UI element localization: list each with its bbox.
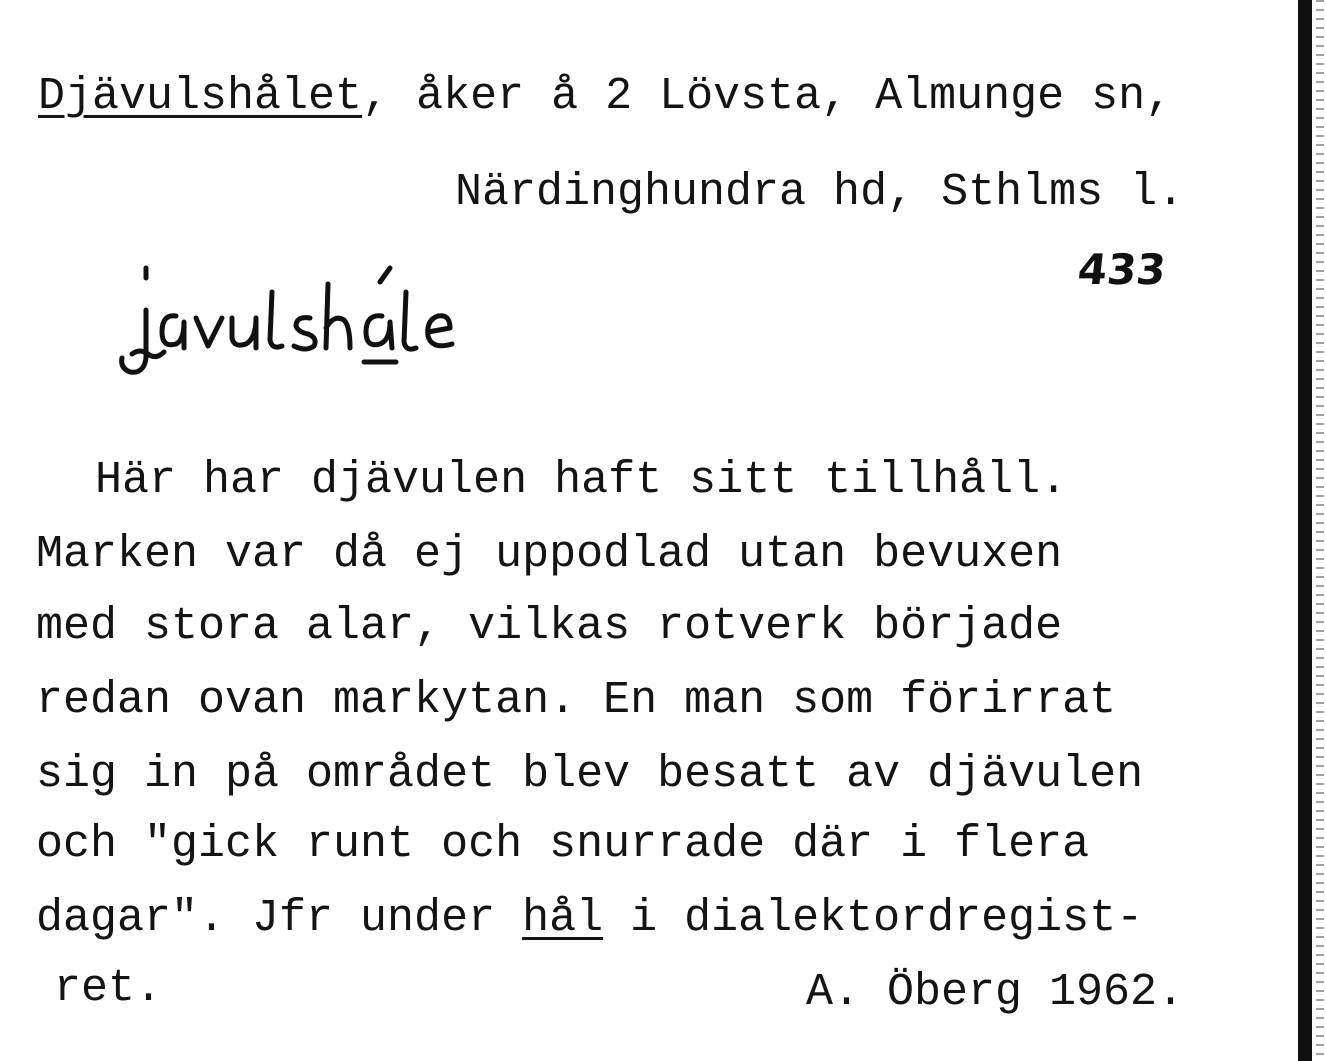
place-name: Djävulshålet <box>38 71 363 122</box>
signature: A. Öberg 1962. <box>806 967 1185 1018</box>
body-line-4: redan ovan markytan. En man som förirrat <box>36 675 1117 726</box>
card-number: 433 <box>1075 245 1169 294</box>
body-line-7-before: dagar". Jfr under <box>36 893 523 944</box>
card-edge-line <box>1298 0 1312 1061</box>
header-line-1 <box>38 71 1173 122</box>
body-line-2: Marken var då ej uppodlad utan bevuxen <box>36 529 1063 580</box>
body-line-1: Här har djävulen haft sitt tillhåll. <box>95 455 1068 506</box>
body-line-8: ret. <box>54 963 163 1014</box>
body-line-7-after: i dialektordregist- <box>603 893 1144 944</box>
body-line-3: med stora alar, vilkas rotverk började <box>36 601 1063 652</box>
header-line-2: Närdinghundra hd, Sthlms l. <box>455 167 1185 218</box>
handwritten-pronunciation <box>100 262 480 382</box>
card-edge-ticks <box>1316 0 1324 1061</box>
cross-reference-word: hål <box>522 893 604 944</box>
body-line-7 <box>36 893 1144 944</box>
body-line-5: sig in på området blev besatt av djävulen <box>36 749 1144 800</box>
header-line-1-rest: , åker å 2 Lövsta, Almunge sn, <box>362 71 1173 122</box>
body-line-6: och "gick runt och snurrade där i flera <box>36 819 1090 870</box>
